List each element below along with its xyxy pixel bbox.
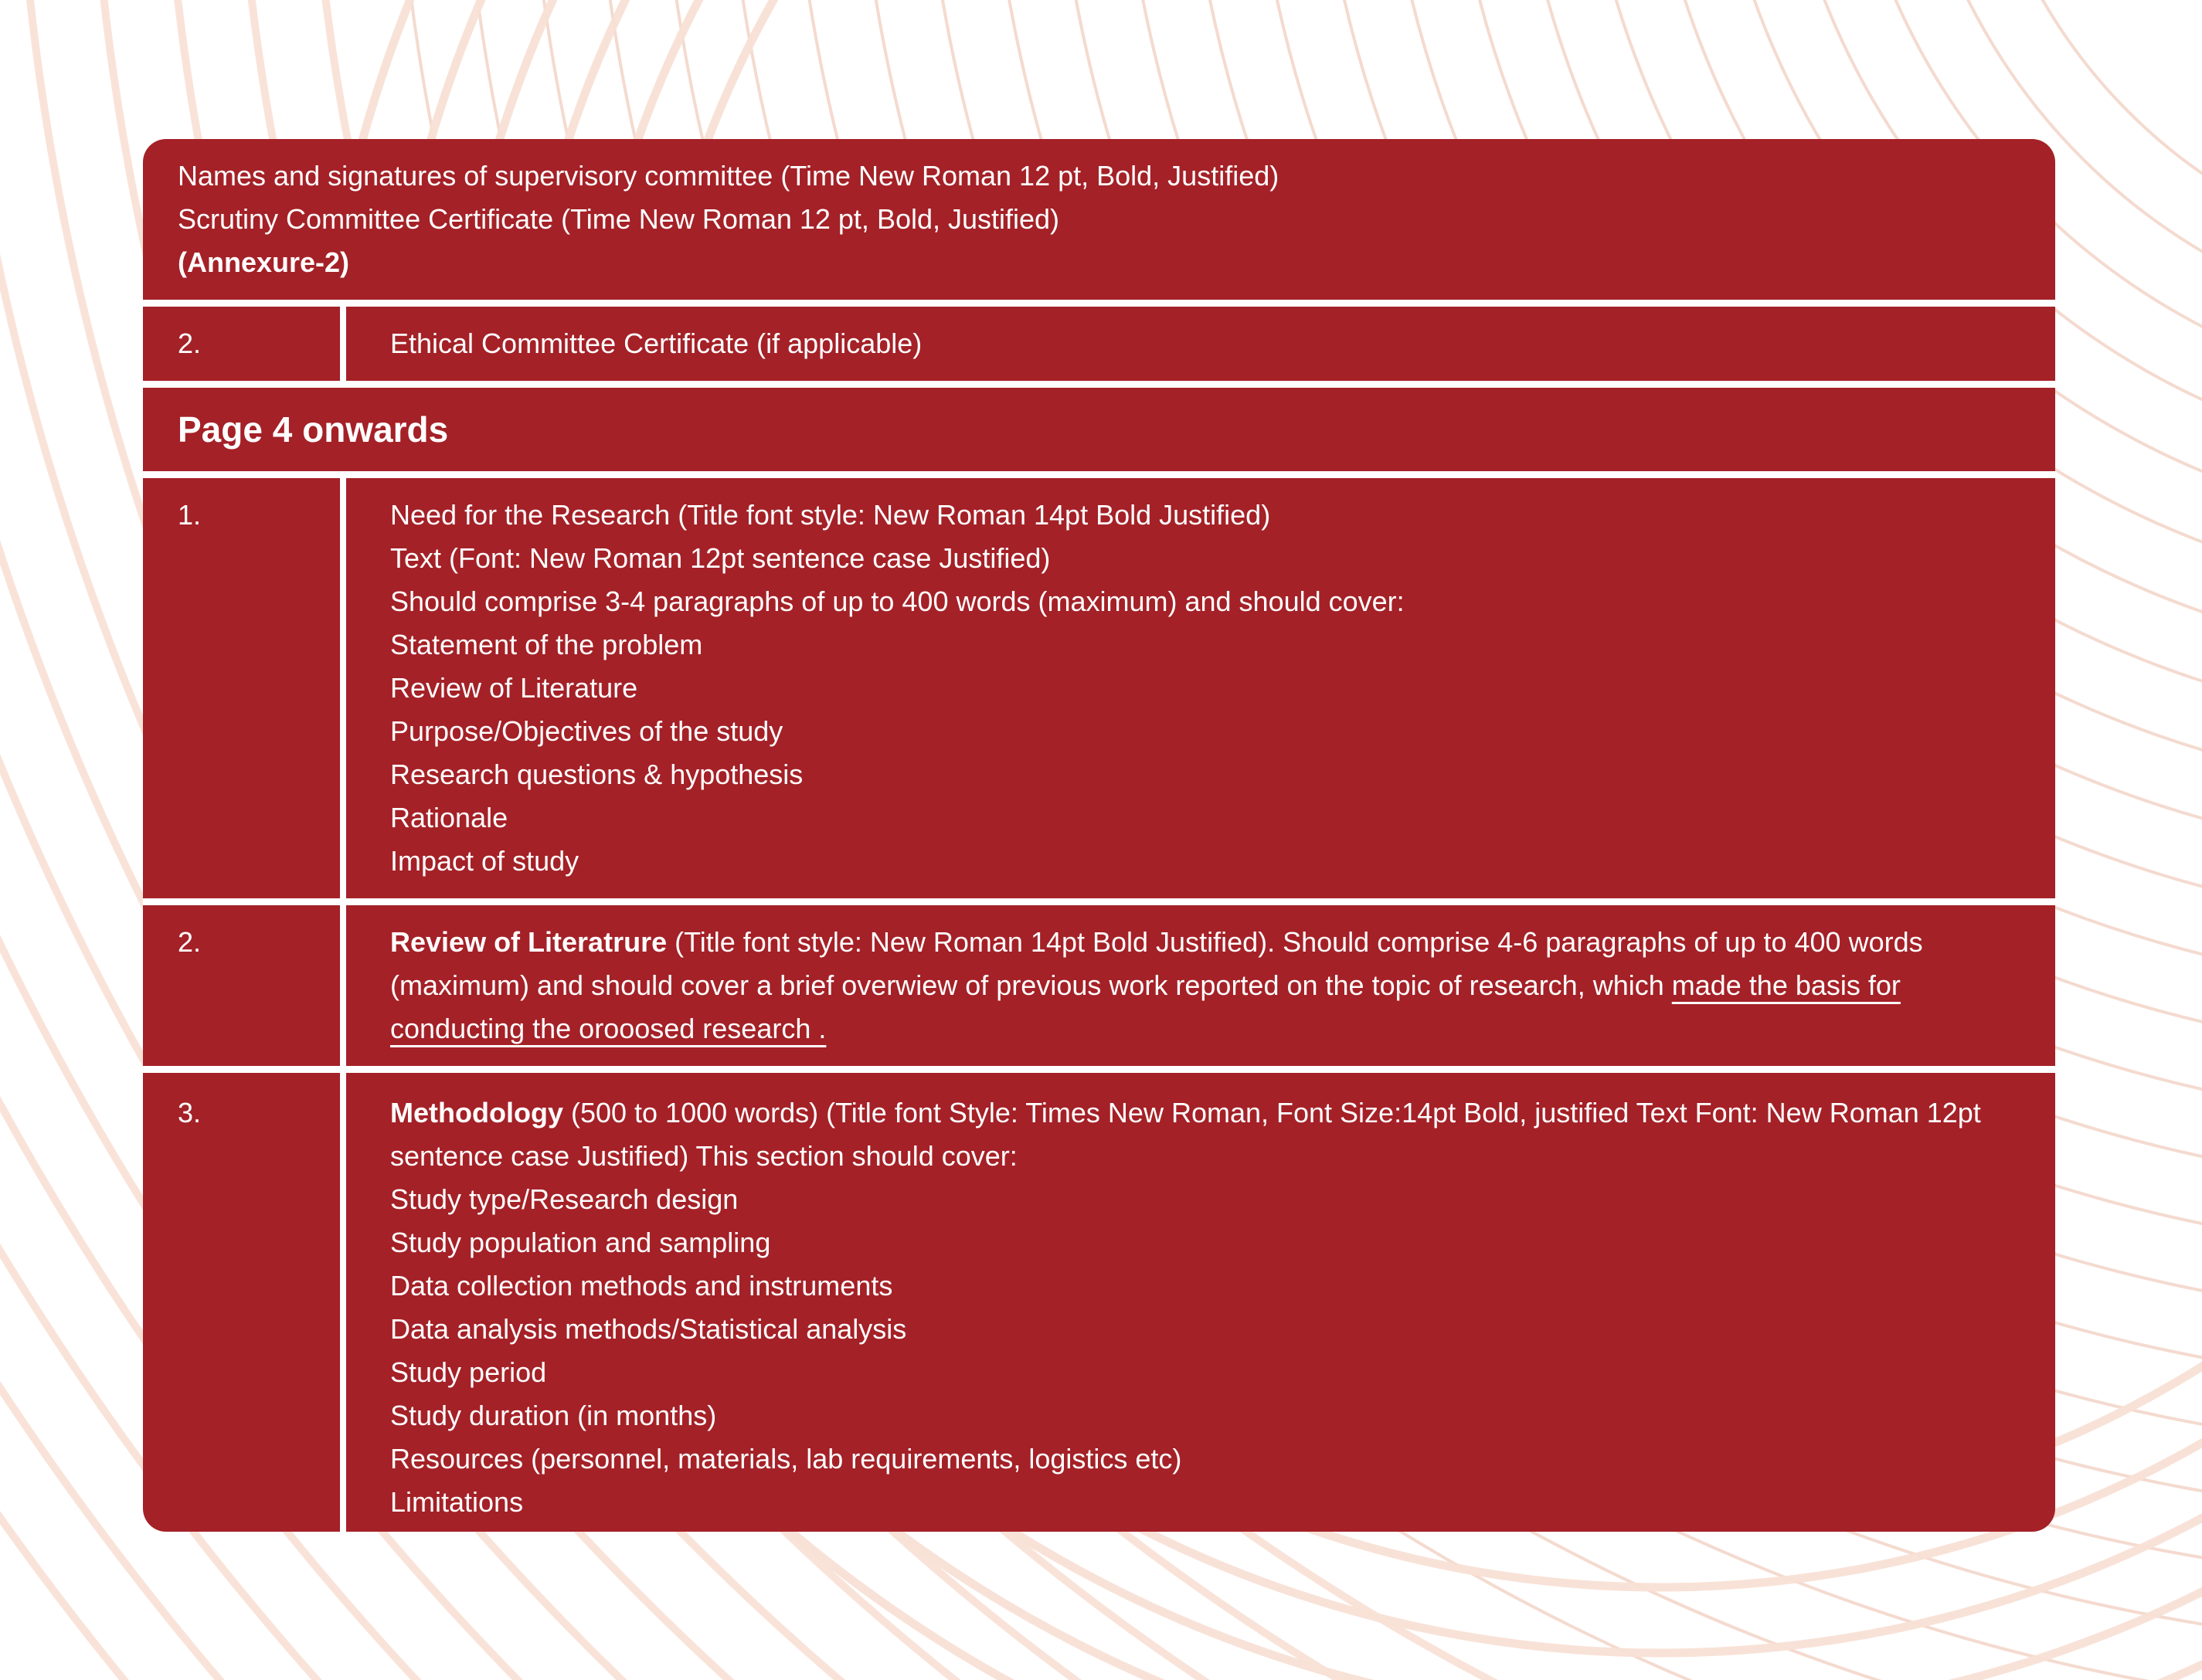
row-content-cell (346, 905, 2055, 1066)
methodology-line: Study type/Research design (390, 1183, 739, 1215)
row-number-cell: 3. (143, 1073, 340, 1532)
review-of-literature-paragraph (390, 921, 2024, 1050)
methodology-line: Study population and sampling (390, 1227, 771, 1258)
methodology-title-bold: Methodology (390, 1097, 563, 1128)
methodology-body-text: (500 to 1000 words) (Title font Style: Times New Roman, Font Size:14pt Bold, justified Text Font: New Roman 12pt sentence case Justified) This section should cover: (390, 1097, 1981, 1172)
annexure-line-1: Names and signatures of supervisory committee (Time New Roman 12 pt, Bold, Justified) (178, 160, 1279, 192)
methodology-line: Data collection methods and instruments (390, 1270, 893, 1302)
row-number-cell: 1. (143, 478, 340, 898)
annexure-line-3: (Annexure-2) (178, 246, 350, 278)
need-research-line: Rationale (390, 802, 508, 833)
annexure-line-2: Scrutiny Committee Certificate (Time New Roman 12 pt, Bold, Justified) (178, 203, 1060, 235)
table-row-annexure-header (143, 139, 2055, 300)
row-content-cell (346, 307, 2055, 381)
methodology-paragraph (390, 1091, 2024, 1178)
methodology-line: Study period (390, 1356, 547, 1388)
need-research-line: Research questions & hypothesis (390, 759, 804, 790)
review-body-text: (Title font style: New Roman 14pt Bold Justified). Should comprise 4-6 paragraphs of up to 400 words (maximum) and should cover a brief overwiew of previous work reported on the topic of research, which (390, 926, 1923, 1001)
need-research-line: Purpose/Objectives of the study (390, 715, 783, 747)
table-row-need-for-research (143, 478, 2055, 898)
methodology-line: Data analysis methods/Statistical analysis (390, 1313, 907, 1345)
row-content-cell (346, 1073, 2055, 1532)
table-row-page4-header (143, 388, 2055, 471)
table-row-review-of-literature (143, 905, 2055, 1066)
methodology-line: Study duration (in months) (390, 1400, 717, 1431)
methodology-line: Limitations (390, 1486, 524, 1518)
format-guidelines-table (143, 139, 2055, 1532)
need-research-line: Impact of study (390, 845, 579, 877)
review-title-bold: Review of Literatrure (390, 926, 668, 958)
section-title: Page 4 onwards (178, 409, 449, 450)
row-number-cell: 2. (143, 307, 340, 381)
need-research-line: Should comprise 3-4 paragraphs of up to 400 words (maximum) and should cover: (390, 585, 1405, 617)
row-content-cell (346, 478, 2055, 898)
ethical-certificate-text: Ethical Committee Certificate (if applicable) (390, 328, 923, 359)
table-row-methodology (143, 1073, 2055, 1532)
need-research-line: Review of Literature (390, 672, 638, 704)
table-row-ethical-certificate (143, 307, 2055, 381)
row-number-cell: 2. (143, 905, 340, 1066)
methodology-line: Resources (personnel, materials, lab requirements, logistics etc) (390, 1443, 1182, 1475)
review-underlined-text: made the basis for conducting the orooosed research . (390, 969, 1901, 1044)
need-research-line: Need for the Research (Title font style: New Roman 14pt Bold Justified) (390, 499, 1271, 531)
need-research-line: Text (Font: New Roman 12pt sentence case Justified) (390, 542, 1051, 574)
need-research-line: Statement of the problem (390, 629, 703, 660)
